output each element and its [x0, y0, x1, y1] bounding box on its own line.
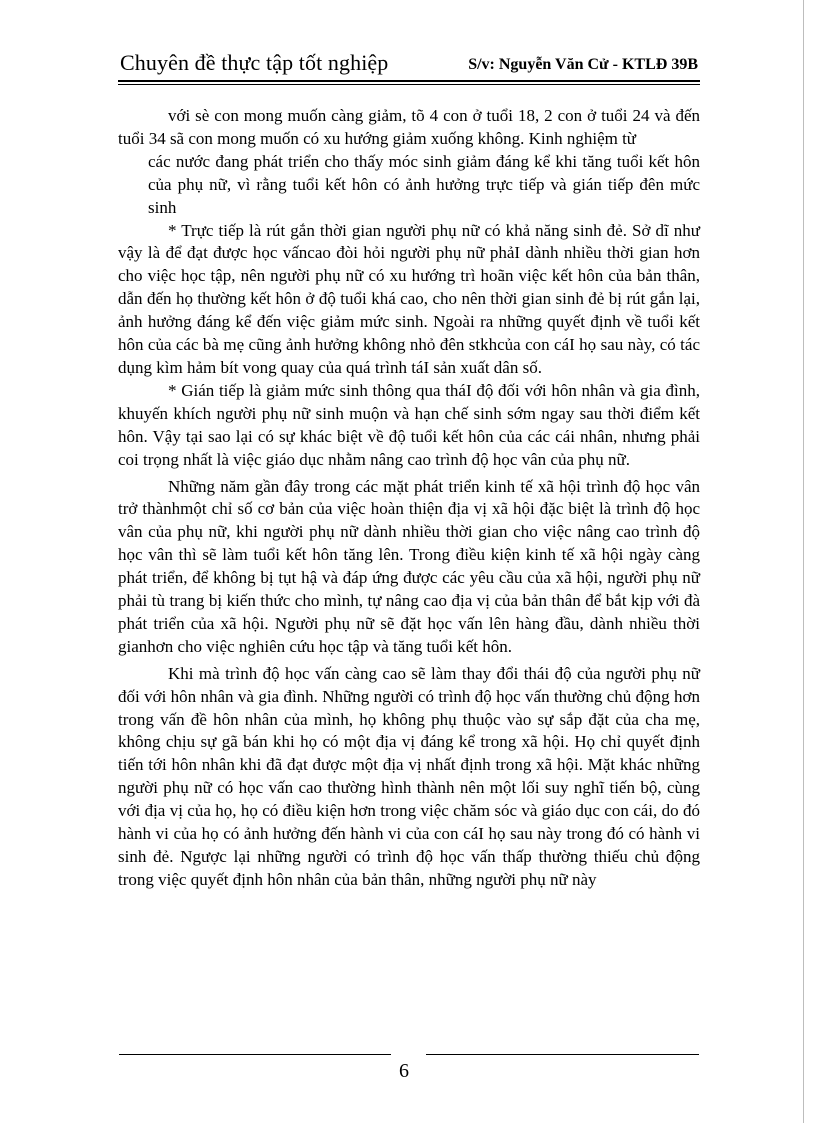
page-edge: [803, 0, 804, 1123]
body-text: [118, 105, 700, 892]
footer-rule-left: [119, 1054, 391, 1055]
header-rule-thin: [118, 84, 700, 85]
paragraph: * Trực tiếp là rút gắn thời gian người phụ nữ có khả năng sinh đẻ. Sở dĩ như vậy là để đạt được học vấncao đòi hỏi người phụ nữ phảI dành nhiều thời gian hơn cho việc học tập, nên người phụ nữ có xu hướng trì hoãn việc kết hôn của bản thân, dẫn đến họ thường kết hôn ở độ tuổi khá cao, cho nên thời gian sinh đẻ bị rút gắn lại, ảnh hưởng đáng kể đến việc giảm mức sinh. Ngoài ra những quyết định về tuổi kết hôn của các bà mẹ cũng ảnh hưởng không nhỏ đên stkhcủa con cáI họ sau này, có tác dụng kìm hảm bít vong quay của quá trình táI sản xuất dân số.: [118, 220, 700, 377]
paragraph: * Gián tiếp là giảm mức sinh thông qua tháI độ đối với hôn nhân và gia đình, khuyến khích người phụ nữ sinh muộn và hạn chế sinh sớm ngay sau thời điểm kết hôn. Vậy tại sao lại có sự khác biệt về độ tuổi kết hôn của các cái nhân, nhưng phải coi trọng nhất là việc giáo dục nhằm nâng cao trình độ học vân của phụ nữ.: [118, 380, 700, 469]
document-title: Chuyên đề thực tập tốt nghiệp: [120, 50, 389, 75]
page-number: 6: [399, 1060, 409, 1082]
paragraph: Những năm gần đây trong các mặt phát triển kinh tế xã hội trình độ học vân trở thànhmột chỉ số cơ bản của việc hoàn thiện địa vị xã hội đặc biệt là trình độ học vân của phụ nữ, khi người phụ nữ dành nhiều thời gian cho việc nâng cao trình độ học vân thì sẽ làm tuổi kết hôn tăng lên. Trong điều kiện kinh tế xã hội ngày càng phát triển, để không bị tụt hậ và đáp ứng được các yêu cầu của xã hội, người phụ nữ phải tù trang bị kiến thức cho mình, tự nâng cao địa vị của bản thân để bắt kịp với đà phát triển của xã hội. Người phụ nữ sẽ đặt học vấn lên hàng đầu, dành nhiều thời gianhơn cho việc nghiên cứu học tập và tăng tuổi kết hôn.: [118, 476, 700, 656]
paragraph: Khi mà trình độ học vấn càng cao sẽ làm thay đổi thái độ của người phụ nữ đối với hôn nhân và gia đình. Những người có trình độ học vấn thường chủ động hơn trong vấn đề hôn nhân của mình, họ không phụ thuộc vào sự sắp đặt của cha mẹ, không chịu sự gã bán khi họ có một địa vị đáng kể trong xã hội. Họ chỉ quyết định tiến tới hôn nhân khi đã đạt được một địa vị nhất định trong xã hội. Mặt khác những người phụ nữ có học vấn cao thường hình thành nên một lối suy nghĩ tiến bộ, cùng với địa vị của họ, họ có điều kiện hơn trong việc chăm sóc và giáo dục con cái, do đó hành vi của họ có ảnh hưởng đến hành vi của con cáI họ sau này trong đó có hành vi sinh đẻ. Ngược lại những người có trình độ học vấn thấp thường thiếu chủ động trong việc quyết định hôn nhân của bản thân, những người phụ nữ này: [118, 663, 700, 889]
paragraph: các nước đang phát triển cho thấy móc sinh giảm đáng kể khi tăng tuổi kết hôn của phụ nữ, vì rằng tuổi kết hôn có ảnh hưởng trực tiếp và gián tiếp đên mức sinh: [148, 151, 700, 217]
paragraph: với sè con mong muốn càng giảm, tõ 4 con ở tuổi 18, 2 con ở tuổi 24 và đến tuổi 34 sã con mong muốn có xu hướng giảm xuống không. Kinh nghiệm từ: [118, 106, 700, 148]
author-info: S/v: Nguyễn Văn Cử - KTLĐ 39B: [468, 56, 698, 73]
header-rule: [118, 80, 700, 82]
footer-rule-right: [426, 1054, 699, 1055]
